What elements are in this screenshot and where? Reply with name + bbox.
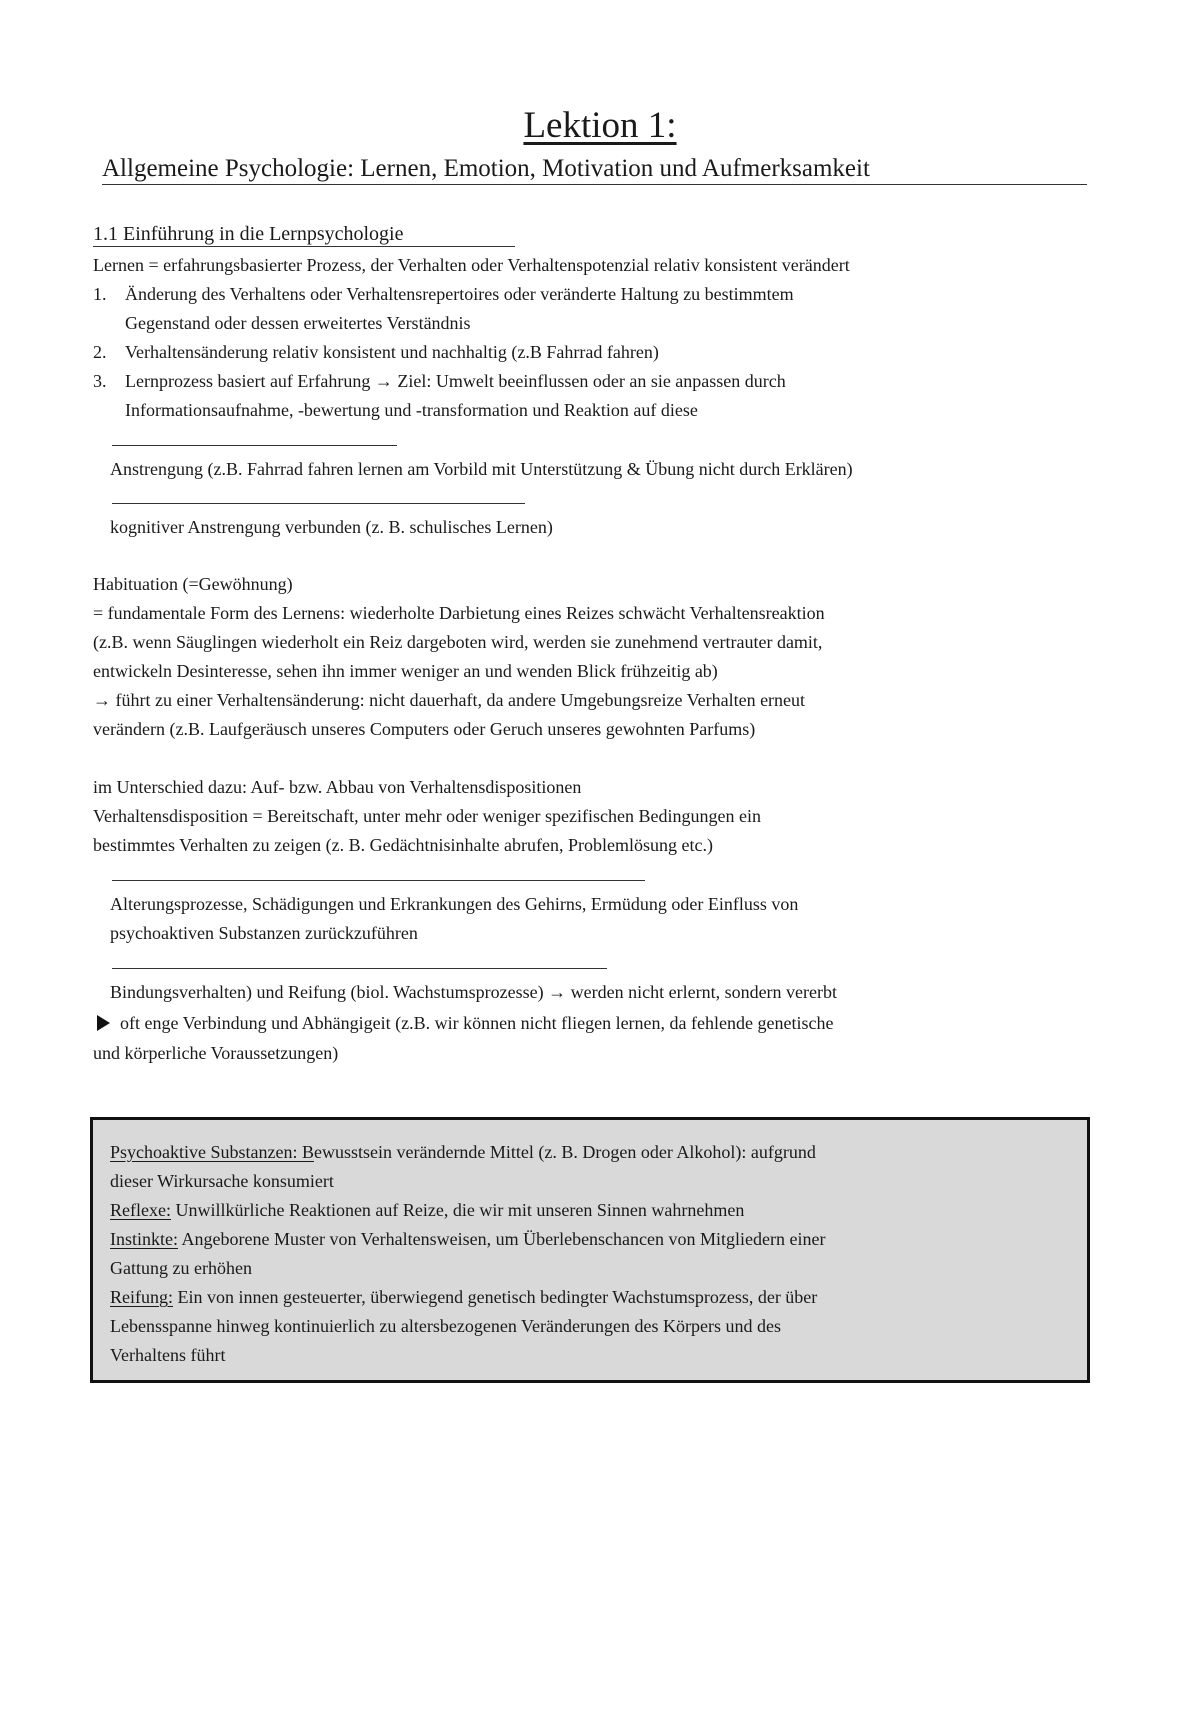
- divider-line: [112, 503, 525, 504]
- glossary-box: [90, 1117, 1090, 1383]
- list-number: 2.: [93, 342, 107, 362]
- disposition-line: im Unterschied dazu: Auf- bzw. Abbau von Verhaltensdispositionen: [93, 777, 582, 797]
- section-heading: 1.1 Einführung in die Lernpsychologie: [93, 222, 515, 247]
- glossary-text: Unwillkürliche Reaktionen auf Reize, die wir mit unseren Sinnen wahrnehmen: [170, 1200, 745, 1220]
- kognitiv-text: kognitiver Anstrengung verbunden (z. B. schulisches Lernen): [110, 517, 553, 537]
- glossary-reifung: [110, 1285, 817, 1309]
- glossary-term: Psychoaktive Substanzen: B: [110, 1142, 314, 1162]
- triangle-bullet-icon: [97, 1015, 110, 1031]
- lernen-definition: Lernen = erfahrungsbasierter Prozess, der Verhalten oder Verhaltenspotenzial relativ konsistent verändert: [93, 255, 850, 275]
- page-subtitle: Allgemeine Psychologie: Lernen, Emotion, Motivation und Aufmerksamkeit: [102, 154, 1087, 185]
- glossary-reflexe: [110, 1198, 744, 1222]
- glossary-term: Reflexe:: [110, 1200, 171, 1220]
- glossary-psychoaktiv-cont: dieser Wirkursache konsumiert: [110, 1171, 334, 1191]
- glossary-psychoaktiv: [110, 1140, 816, 1164]
- glossary-reifung-cont: Lebensspanne hinweg kontinuierlich zu altersbezogenen Veränderungen des Körpers und des: [110, 1316, 781, 1336]
- anstrengung-text: Anstrengung (z.B. Fahrrad fahren lernen am Vorbild mit Unterstützung & Übung nicht durch Erklären): [110, 459, 853, 479]
- habituation-line: → führt zu einer Verhaltensänderung: nicht dauerhaft, da andere Umgebungsreize Verhalten erneut: [93, 690, 806, 710]
- list-text: Lernprozess basiert auf Erfahrung → Ziel: Umwelt beeinflussen oder an sie anpassen durch: [125, 371, 786, 391]
- alterung-line: Alterungsprozesse, Schädigungen und Erkrankungen des Gehirns, Ermüdung oder Einfluss von: [110, 894, 799, 914]
- bindung-bullet-text: oft enge Verbindung und Abhängigeit (z.B. wir können nicht fliegen lernen, da fehlende genetische: [120, 1013, 834, 1033]
- bindung-bullet-line: [97, 1011, 833, 1035]
- glossary-text: ewusstsein verändernde Mittel (z. B. Drogen oder Alkohol): aufgrund: [313, 1142, 816, 1162]
- bindung-line: Bindungsverhalten) und Reifung (biol. Wachstumsprozesse) → werden nicht erlernt, sondern vererbt: [110, 982, 838, 1002]
- title-text: Lektion 1:: [523, 105, 677, 146]
- divider-line: [112, 880, 645, 881]
- list-number: 3.: [93, 371, 107, 391]
- list-text: Änderung des Verhaltens oder Verhaltensrepertoires oder veränderte Haltung zu bestimmtem: [125, 284, 794, 304]
- glossary-reifung-cont: Verhaltens führt: [110, 1345, 226, 1365]
- page-title: [0, 104, 1200, 148]
- habituation-line: (z.B. wenn Säuglingen wiederholt ein Reiz dargeboten wird, werden sie zunehmend vertrauter damit,: [93, 632, 823, 652]
- disposition-line: bestimmtes Verhalten zu zeigen (z. B. Gedächtnisinhalte abrufen, Problemlösung etc.): [93, 835, 713, 855]
- divider-line: [112, 968, 607, 969]
- habituation-line: entwickeln Desinteresse, sehen ihn immer weniger an und wenden Blick frühzeitig ab): [93, 661, 718, 681]
- habituation-heading: Habituation (=Gewöhnung): [93, 574, 293, 594]
- habituation-line: = fundamentale Form des Lernens: wiederholte Darbietung eines Reizes schwächt Verhaltensreaktion: [93, 603, 825, 623]
- glossary-text: Ein von innen gesteuerter, überwiegend genetisch bedingter Wachstumsprozess, der über: [173, 1287, 818, 1307]
- glossary-instinkte-cont: Gattung zu erhöhen: [110, 1258, 252, 1278]
- list-item-3: [93, 369, 786, 393]
- glossary-term: Instinkte:: [110, 1229, 178, 1249]
- list-item-1-cont: Gegenstand oder dessen erweitertes Verständnis: [125, 313, 471, 333]
- glossary-term: Reifung:: [110, 1287, 173, 1307]
- alterung-line: psychoaktiven Substanzen zurückzuführen: [110, 923, 418, 943]
- bindung-line: und körperliche Voraussetzungen): [93, 1043, 339, 1063]
- habituation-line: verändern (z.B. Laufgeräusch unseres Computers oder Geruch unseres gewohnten Parfums): [93, 719, 756, 739]
- glossary-instinkte: [110, 1227, 825, 1251]
- glossary-text: Angeborene Muster von Verhaltensweisen, um Überlebenschancen von Mitgliedern einer: [178, 1229, 826, 1249]
- disposition-line: Verhaltensdisposition = Bereitschaft, unter mehr oder weniger spezifischen Bedingungen ein: [93, 806, 761, 826]
- list-item-3-cont: Informationsaufnahme, -bewertung und -transformation und Reaktion auf diese: [125, 400, 698, 420]
- list-number: 1.: [93, 284, 107, 304]
- divider-line: [112, 445, 397, 446]
- list-text: Verhaltensänderung relativ konsistent und nachhaltig (z.B Fahrrad fahren): [125, 342, 659, 362]
- list-item-1: [93, 282, 794, 306]
- list-item-2: [93, 340, 659, 364]
